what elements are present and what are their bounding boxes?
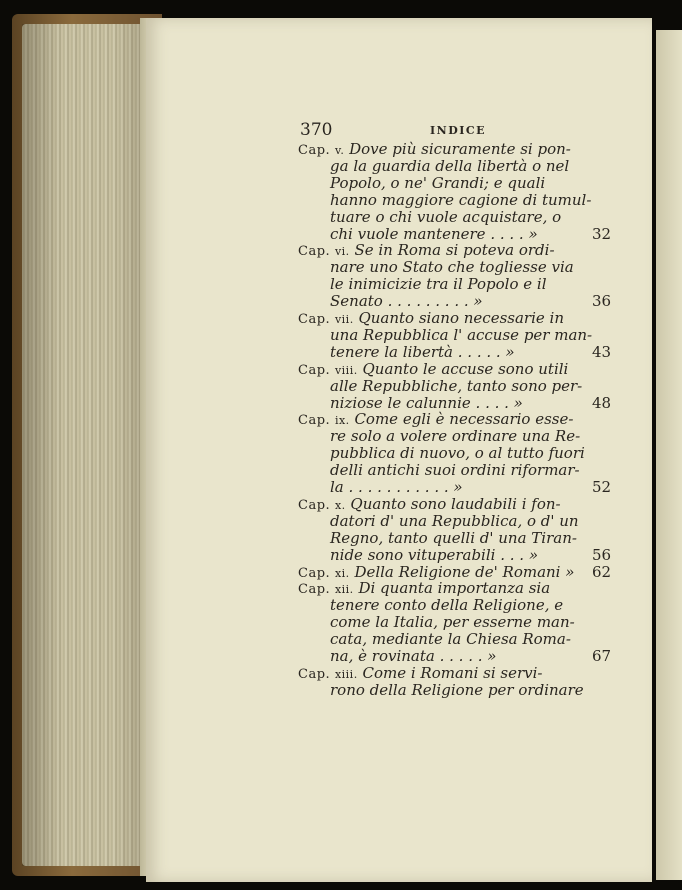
chapter-title: hanno maggiore cagione di tumul- [330,191,592,209]
chapter-number: v. [334,144,345,157]
chapter-title: ga la guardia della libertà o nel [330,157,570,175]
page-header [300,120,600,142]
chapter-number: xi. [334,567,350,580]
chapter-title: Come egli è necessario esse- [354,410,574,428]
toc-page-number: 56 [592,546,612,564]
chapter-title: pubblica di nuovo, o al tutto fuori [330,444,585,462]
toc-page-number: 52 [592,478,612,496]
toc-line [0,681,682,701]
chapter-number: xii. [334,583,354,596]
chapter-title: cata, mediante la Chiesa Roma- [330,630,571,648]
toc-line-text [330,529,577,547]
toc-page-number: 67 [592,647,612,665]
toc-line-text [330,596,563,614]
chapter-title: rono della Religione per ordinare [330,681,584,699]
toc-line-text [330,444,585,462]
chapter-title: Quanto le accuse sono utili [362,360,569,378]
toc-page-number: 62 [592,563,612,581]
toc-page-number: 43 [592,343,612,361]
toc-line-text [298,495,561,513]
toc-line-text [298,360,568,378]
chapter-title: Popolo, o ne' Grandi; e quali [330,174,546,192]
chapter-label: Cap. [298,312,331,327]
chapter-title: chi vuole mantenere . . . . » [330,225,538,243]
toc-line-text [298,579,550,597]
toc-line-text [330,546,538,564]
toc-line-text [330,647,496,665]
chapter-title: Quanto sono laudabili i fon- [350,495,561,513]
chapter-number: ix. [334,414,350,427]
chapter-title: una Repubblica l' accuse per man- [330,326,593,344]
page-number: 370 [300,120,333,140]
chapter-label: Cap. [298,143,331,158]
toc-line-text [298,241,555,259]
chapter-title: Di quanta importanza sia [358,579,551,597]
chapter-title: nide sono vituperabili . . . » [330,546,538,564]
chapter-title: Regno, tanto quelli d' una Tiran- [330,529,577,547]
toc-line-text [330,377,582,395]
chapter-title: niziose le calunnie . . . . » [330,394,523,412]
chapter-title: tuare o chi vuole acquistare, o [330,208,562,226]
toc-line-text [330,427,580,445]
chapter-title: delli antichi suoi ordini riformar- [330,461,580,479]
toc-line-text [330,157,569,175]
chapter-label: Cap. [298,244,331,259]
chapter-number: x. [334,499,346,512]
toc-page-number: 32 [592,225,612,243]
chapter-title: nare uno Stato che togliesse via [330,258,574,276]
chapter-title: Come i Romani si servi- [362,664,543,682]
chapter-title: datori d' una Repubblica, o d' un [330,512,579,530]
chapter-label: Cap. [298,413,331,428]
chapter-number: vi. [334,245,350,258]
toc-line-text [330,191,591,209]
toc-page-number: 48 [592,394,612,412]
toc-line-text [330,613,575,631]
toc-line-text [298,140,571,158]
chapter-title: tenere la libertà . . . . . » [330,343,515,361]
chapter-label: Cap. [298,363,331,378]
toc-line-text [330,461,580,479]
toc-line-text [330,512,579,530]
toc-line-text [298,664,543,682]
chapter-title: alle Repubbliche, tanto sono per- [330,377,583,395]
chapter-label: Cap. [298,566,331,581]
chapter-title: come la Italia, per esserne man- [330,613,575,631]
chapter-number: vii. [334,313,354,326]
chapter-title: na, è rovinata . . . . . » [330,647,497,665]
running-head: INDICE [430,124,487,137]
chapter-title: Dove più sicuramente si pon- [349,140,571,158]
chapter-label: Cap. [298,667,331,682]
chapter-title: tenere conto della Religione, e [330,596,564,614]
chapter-number: viii. [334,364,358,377]
chapter-label: Cap. [298,498,331,513]
toc-line-text [330,258,574,276]
toc-line-text [330,292,483,310]
toc-line-text [330,208,561,226]
chapter-title: la . . . . . . . . . . . » [330,478,463,496]
toc-line-text [330,681,584,699]
chapter-title: Se in Roma si poteva ordi- [354,241,555,259]
toc-line-text [298,410,573,428]
toc-line-text [330,326,592,344]
toc-line-text [330,343,515,361]
chapter-title: Quanto siano necessarie in [358,309,564,327]
toc-line-text [330,174,545,192]
toc-line-text [330,275,547,293]
chapter-title: re solo a volere ordinare una Re- [330,427,581,445]
toc-line-text [298,309,564,327]
chapter-label: Cap. [298,582,331,597]
chapter-number: xiii. [334,668,358,681]
chapter-title: Senato . . . . . . . . . » [330,292,483,310]
chapter-title: Della Religione de' Romani » [354,563,575,581]
toc-line-text [330,478,463,496]
toc-page-number: 36 [592,292,612,310]
chapter-title: le inimicizie tra il Popolo e il [330,275,547,293]
toc-line-text [330,630,571,648]
